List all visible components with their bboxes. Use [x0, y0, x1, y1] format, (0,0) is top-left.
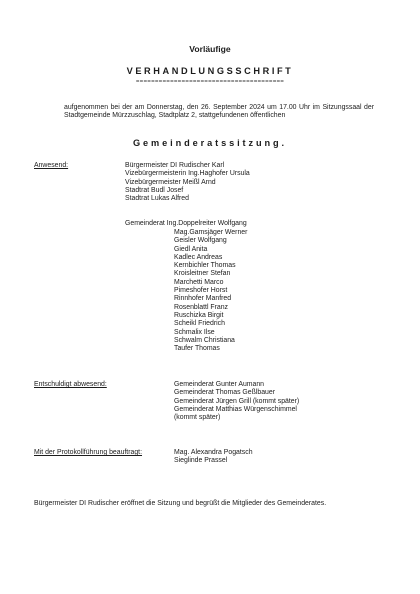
document-title: VERHANDLUNGSSCHRIFT [126, 66, 294, 76]
closing-paragraph: Bürgermeister DI Rudischer eröffnet die Sitzung und begrüßt die Mitglieder des Gemeinderates. [34, 500, 327, 507]
list-item: Gemeinderat Gunter Aumann [174, 381, 265, 388]
list-item: Kadlec Andreas [174, 253, 223, 261]
list-item: Scheikl Friedrich [174, 320, 225, 328]
present-label: Anwesend: [34, 162, 69, 169]
document-label: Vorläufige [189, 44, 231, 54]
list-item: Gemeinderat Jürgen Grill (kommt später) [174, 397, 300, 405]
list-item: Rosenblattl Franz [174, 303, 229, 311]
intro-paragraph: aufgenommen bei der am Donnerstag, den 26. September 2024 um 17.00 Uhr im Sitzungssaal der Stadtgemeinde Mürzzuschlag, Stadtplatz 2, stattgefundenen öffentlichen [64, 104, 374, 120]
list-item: Giedl Anita [174, 245, 208, 253]
list-item: Gemeinderat Matthias Würgenschimmel [174, 405, 297, 413]
council-head: Gemeinderat Ing.Doppelreiter Wolfgang [125, 220, 247, 227]
list-item: Taufer Thomas [174, 345, 220, 353]
list-item: Schmalix Ilse [174, 328, 215, 336]
list-item: Gemeinderat Thomas Geßlbauer [174, 389, 275, 397]
list-item: Schwalm Christiana [174, 336, 235, 344]
council-members-list [174, 229, 247, 353]
list-item: Kroisleitner Stefan [174, 270, 231, 278]
title-underline: ======================================= [135, 78, 285, 85]
list-item: Pimeshofer Horst [174, 287, 228, 295]
list-item: Geisler Wolfgang [174, 237, 227, 245]
excused-list [174, 381, 299, 422]
list-item: Stadtrat Lukas Alfred [125, 195, 189, 203]
list-item: Rinnhofer Manfred [174, 295, 232, 303]
session-title: Gemeinderatssitzung. [133, 138, 287, 148]
excused-label: Entschuldigt abwesend: [34, 381, 107, 388]
minutes-list [174, 449, 253, 466]
minutes-label: Mit der Protokollführung beauftragt: [34, 449, 143, 456]
list-item: Bürgermeister DI Rudischer Karl [125, 162, 225, 169]
list-item: Vizebürgermeisterin Ing.Haghofer Ursula [125, 170, 250, 178]
list-item: Mag. Alexandra Pogatsch [174, 449, 253, 456]
list-item: Stadtrat Budl Josef [125, 186, 184, 194]
present-leaders-list [125, 162, 250, 203]
list-item: Sieglinde Prassel [174, 457, 228, 465]
list-item: Marchetti Marco [174, 278, 224, 286]
list-item: Ruschizka Birgit [174, 311, 224, 319]
list-item: Vizebürgermeister Meißl Arnd [125, 178, 216, 186]
list-item: Kernbichler Thomas [174, 262, 236, 270]
list-item: (kommt später) [174, 414, 221, 422]
list-item: Mag.Gamsjäger Werner [174, 229, 248, 236]
